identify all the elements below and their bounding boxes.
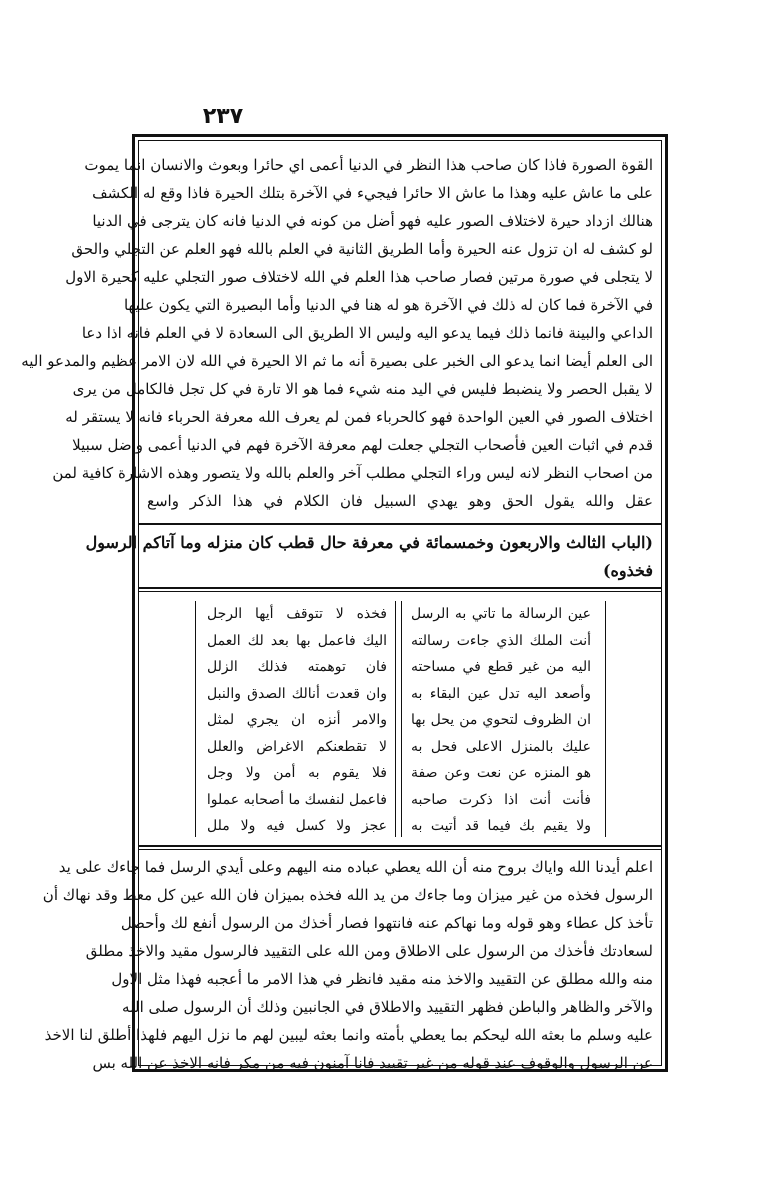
page-frame — [21, 134, 668, 1072]
verse-line: فان توهمته فذلك الزلل — [207, 659, 387, 675]
verse-line: ان الظروف لتحوي من يحل بها — [411, 712, 591, 728]
chapter-heading — [85, 529, 653, 585]
text-line: عن الرسول والوقوف عند قوله من غير تقييد فانا آمنون فيه من مكر فانه الاخذ عن الله بس — [92, 1054, 653, 1072]
verse-line: عجز ولا كسل فيه ولا ملل — [207, 818, 387, 834]
verse-line: أنت الملك الذي جاءت رسالته — [411, 632, 591, 649]
verse-line: فاعمل لنفسك ما أصحابه عملوا — [206, 791, 387, 808]
text-line: لا يتجلى في صورة مرتين فصار صاحب هذا العلم في الله لاختلاف صور التجلي عليه كحيرة الاول — [65, 268, 653, 286]
verse-line: وأصعد اليه تدل عين البقاء به — [411, 685, 591, 702]
verse-line: اليه من غير قطع في مساحته — [411, 659, 591, 675]
text-line: الداعي والبينة فانما ذلك فيما يدعو اليه وليس الا الطريق الى السعادة لا في العلم فانه اذا دعا — [81, 324, 653, 342]
poem-block — [139, 593, 661, 843]
text-line: عليه وسلم ما بعثه الله ليحكم بما يعطي بأمته وانما بعثه ليبين لهم ما نزل اليهم فلهذا أطلق لنا الاخذ — [44, 1026, 653, 1044]
text-line: اعلم أيدنا الله واياك بروح منه أن الله يعطي عباده منه اليهم وعلى أيدي الرسل فما جاءك على يد — [58, 858, 653, 876]
divider-rule — [139, 591, 661, 592]
poem-column-rule — [195, 601, 196, 837]
divider-rule — [139, 849, 661, 850]
text-line: على ما عاش عليه وهذا ما عاش الا حائرا فيجيء في الآخرة بتلك الحيرة فاذا وقع له الكشف — [92, 184, 653, 202]
poem-column-rule — [395, 601, 396, 837]
text-line: والآخر والظاهر والباطن فظهر التقييد والاطلاق في الجانبين وذلك أن الرسول صلى الله — [122, 998, 653, 1016]
verse-line: فخذه لا تتوقف أيها الرجل — [207, 606, 387, 622]
divider-rule — [139, 587, 661, 589]
verse-line: ولا يقيم بك فيما قد أتيت به — [411, 818, 591, 834]
text-line: الى العلم أيضا انما يدعو الى الخبر على بصيرة أنه ما ثم الا الحيرة في الله لان الامر عظيم والمدعو اليه — [21, 352, 653, 370]
text-line: الرسول فخذه من غير ميزان وما جاءك من يد الله فخذه بميزان فان الله عين كل معط وقد نهاك أن — [42, 886, 653, 904]
verse-line: اليك فاعمل بها بعد لك العمل — [207, 632, 387, 649]
text-line: تأخذ كل عطاء وهو قوله وما نهاكم عنه فانتهوا فصار أخذك من الرسول أنفع لك وأحصل — [120, 914, 653, 932]
bottom-text-block — [42, 853, 653, 1077]
verse-line: هو المنزه عن نعت وعن صفة — [411, 765, 591, 781]
poem-column-rule — [605, 601, 606, 837]
page-number: ٢٣٧ — [202, 104, 244, 129]
verse-line: وان قعدت أنالك الصدق والنبل — [207, 685, 387, 702]
poem-right-hemistichs — [411, 601, 591, 840]
poem-column-rule — [401, 601, 402, 837]
text-line: عقل والله يقول الحق وهو يهدي السبيل فان الكلام في هذا الذكر واسع — [147, 492, 653, 510]
text-line: القوة الصورة فاذا كان صاحب هذا النظر في الدنيا أعمى اي حائرا وبعوث والانسان انما يموت — [84, 156, 653, 174]
top-text-block — [21, 151, 653, 515]
page-frame-inner-border — [21, 140, 662, 1072]
text-line: لو كشف له ان تزول عنه الحيرة وأما الطريق الثانية في العلم بالله فهو العلم عن التجلي والحق — [71, 240, 653, 258]
text-line: من اصحاب النظر لانه ليس وراء التجلي مطلب آخر والعلم بالله ولا يتصور وهذه الاشارة كافية لمن — [52, 464, 653, 482]
poem-left-hemistichs — [207, 601, 387, 840]
verse-line: فلا يقوم به أمن ولا وجل — [207, 765, 387, 781]
text-line: في الآخرة فما كان له ذلك في الآخرة هو له هنا في الدنيا وأما البصيرة التي يكون عليها — [123, 296, 653, 314]
text-line: اختلاف الصور في العين الواحدة فهو كالحرباء فمن لم يعرف الله معرفة الحرباء فانه لا يستقر له — [65, 408, 653, 426]
text-line: هنالك ازداد حيرة لاختلاف الصور عليه فهو أضل من كونه في الدنيا فانه كان يترجى في الدنيا — [92, 212, 653, 230]
chapter-heading-line: (الباب الثالث والاربعون وخمسمائة في معرفة حال قطب كان منزله وما آتاكم الرسول — [85, 533, 653, 552]
text-line: لسعادتك فأخذك من الرسول على الاطلاق ومن الله على التقييد فالرسول مقيد والاخذ مطلق — [85, 942, 653, 960]
verse-line: لا تقطعنكم الاغراض والعلل — [207, 738, 387, 755]
chapter-heading-line: فخذوه) — [602, 561, 653, 580]
text-line: قدم في اثبات العين فأصحاب التجلي جعلت لهم معرفة الآخرة فهم في الدنيا أعمى وأضل سبيلا — [72, 436, 653, 454]
divider-rule — [139, 845, 661, 847]
verse-line: عليك بالمنزل الاعلى فحل به — [411, 738, 591, 755]
verse-line: فأنت أنت اذا ذكرت صاحبه — [411, 791, 591, 808]
text-line: منه والله مطلق عن التقييد والاخذ منه مقيد فانظر في هذا الامر ما أعجبه فهذا مثل الاول — [111, 970, 653, 988]
divider-rule — [139, 523, 661, 525]
text-line: لا يقبل الحصر ولا ينضبط فليس في اليد منه شيء فما هو الا تارة في كل تجل فالكامل من يرى — [72, 380, 653, 398]
verse-line: والامر أنزه ان يجري لمثل — [207, 712, 387, 728]
verse-line: عين الرسالة ما تاتي به الرسل — [411, 606, 591, 622]
